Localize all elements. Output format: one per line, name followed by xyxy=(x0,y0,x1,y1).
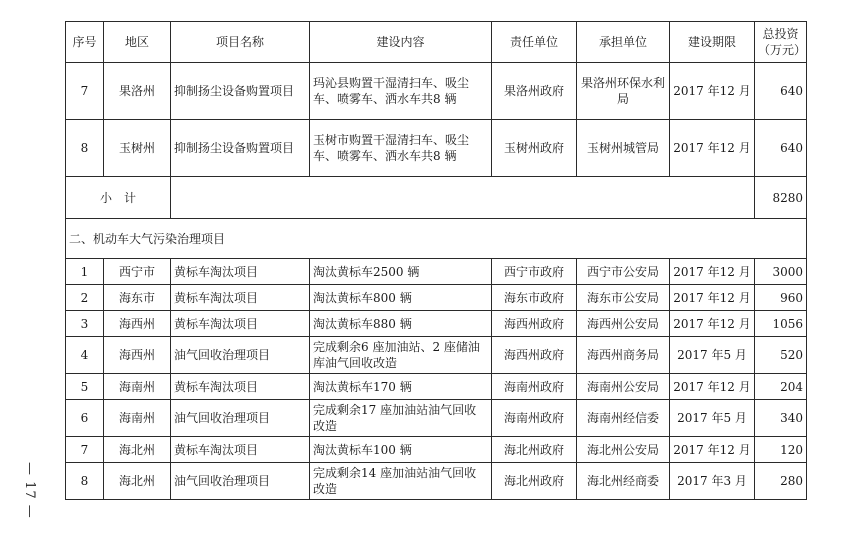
cell-exec: 海北州公安局 xyxy=(577,437,670,463)
table-row xyxy=(66,259,807,285)
cell-resp: 海西州政府 xyxy=(492,337,577,374)
cell-content: 淘汰黄标车2500 辆 xyxy=(310,259,492,285)
cell-no: 5 xyxy=(66,374,104,400)
cell-invest: 1056 xyxy=(755,311,807,337)
cell-period: 2017 年12 月 xyxy=(670,311,755,337)
table-row xyxy=(66,374,807,400)
cell-no: 1 xyxy=(66,259,104,285)
cell-period: 2017 年12 月 xyxy=(670,374,755,400)
cell-region: 海南州 xyxy=(104,400,171,437)
cell-period: 2017 年12 月 xyxy=(670,259,755,285)
cell-exec: 玉树州城管局 xyxy=(577,120,670,177)
cell-content: 淘汰黄标车800 辆 xyxy=(310,285,492,311)
cell-resp: 海北州政府 xyxy=(492,463,577,500)
cell-invest: 640 xyxy=(755,63,807,120)
cell-no: 6 xyxy=(66,400,104,437)
cell-period: 2017 年3 月 xyxy=(670,463,755,500)
table-row xyxy=(66,337,807,374)
subtotal-label: 小 计 xyxy=(66,177,171,219)
page-number: — 17 — xyxy=(22,462,37,519)
cell-invest: 960 xyxy=(755,285,807,311)
cell-exec: 海北州经商委 xyxy=(577,463,670,500)
table-row xyxy=(66,285,807,311)
cell-no: 8 xyxy=(66,120,104,177)
cell-no: 3 xyxy=(66,311,104,337)
cell-name: 抑制扬尘设备购置项目 xyxy=(171,63,310,120)
section-row xyxy=(66,219,807,259)
cell-resp: 西宁市政府 xyxy=(492,259,577,285)
cell-exec: 海南州经信委 xyxy=(577,400,670,437)
cell-region: 果洛州 xyxy=(104,63,171,120)
cell-exec: 海南州公安局 xyxy=(577,374,670,400)
cell-no: 4 xyxy=(66,337,104,374)
cell-name: 黄标车淘汰项目 xyxy=(171,259,310,285)
cell-resp: 海南州政府 xyxy=(492,400,577,437)
cell-invest: 120 xyxy=(755,437,807,463)
cell-no: 7 xyxy=(66,437,104,463)
cell-content: 淘汰黄标车100 辆 xyxy=(310,437,492,463)
header-cell-region: 地区 xyxy=(104,22,171,63)
header-cell-no: 序号 xyxy=(66,22,104,63)
cell-name: 油气回收治理项目 xyxy=(171,337,310,374)
cell-exec: 海东市公安局 xyxy=(577,285,670,311)
section-title: 二、机动车大气污染治理项目 xyxy=(66,219,807,259)
header-row xyxy=(66,22,807,63)
cell-period: 2017 年5 月 xyxy=(670,337,755,374)
cell-content: 完成剩余14 座加油站油气回收改造 xyxy=(310,463,492,500)
cell-period: 2017 年12 月 xyxy=(670,120,755,177)
cell-content: 玛沁县购置干湿清扫车、吸尘车、喷雾车、洒水车共8 辆 xyxy=(310,63,492,120)
header-cell-exec: 承担单位 xyxy=(577,22,670,63)
cell-period: 2017 年12 月 xyxy=(670,63,755,120)
cell-invest: 280 xyxy=(755,463,807,500)
cell-name: 黄标车淘汰项目 xyxy=(171,437,310,463)
table-row xyxy=(66,311,807,337)
header-cell-name: 项目名称 xyxy=(171,22,310,63)
cell-region: 海西州 xyxy=(104,337,171,374)
subtotal-row xyxy=(66,177,807,219)
cell-invest: 520 xyxy=(755,337,807,374)
cell-content: 淘汰黄标车880 辆 xyxy=(310,311,492,337)
investment-table xyxy=(65,21,807,500)
cell-no: 7 xyxy=(66,63,104,120)
cell-region: 海北州 xyxy=(104,437,171,463)
cell-period: 2017 年12 月 xyxy=(670,437,755,463)
cell-region: 海北州 xyxy=(104,463,171,500)
cell-resp: 海南州政府 xyxy=(492,374,577,400)
cell-resp: 海东市政府 xyxy=(492,285,577,311)
cell-region: 海南州 xyxy=(104,374,171,400)
cell-content: 完成剩余17 座加油站油气回收改造 xyxy=(310,400,492,437)
cell-name: 黄标车淘汰项目 xyxy=(171,374,310,400)
cell-resp: 海西州政府 xyxy=(492,311,577,337)
cell-name: 油气回收治理项目 xyxy=(171,400,310,437)
cell-region: 海东市 xyxy=(104,285,171,311)
cell-exec: 果洛州环保水利局 xyxy=(577,63,670,120)
cell-region: 西宁市 xyxy=(104,259,171,285)
subtotal-empty-cell xyxy=(171,177,755,219)
cell-invest: 3000 xyxy=(755,259,807,285)
table-row xyxy=(66,463,807,500)
table-row xyxy=(66,63,807,120)
cell-content: 玉树市购置干湿清扫车、吸尘车、喷雾车、洒水车共8 辆 xyxy=(310,120,492,177)
cell-resp: 海北州政府 xyxy=(492,437,577,463)
cell-no: 2 xyxy=(66,285,104,311)
table-row xyxy=(66,437,807,463)
cell-name: 油气回收治理项目 xyxy=(171,463,310,500)
cell-region: 玉树州 xyxy=(104,120,171,177)
cell-period: 2017 年12 月 xyxy=(670,285,755,311)
cell-exec: 西宁市公安局 xyxy=(577,259,670,285)
header-cell-period: 建设期限 xyxy=(670,22,755,63)
cell-region: 海西州 xyxy=(104,311,171,337)
cell-resp: 果洛州政府 xyxy=(492,63,577,120)
cell-name: 黄标车淘汰项目 xyxy=(171,311,310,337)
cell-exec: 海西州商务局 xyxy=(577,337,670,374)
cell-invest: 204 xyxy=(755,374,807,400)
header-cell-resp: 责任单位 xyxy=(492,22,577,63)
cell-invest: 640 xyxy=(755,120,807,177)
cell-invest: 340 xyxy=(755,400,807,437)
cell-resp: 玉树州政府 xyxy=(492,120,577,177)
table-row xyxy=(66,120,807,177)
subtotal-value: 8280 xyxy=(755,177,807,219)
cell-name: 抑制扬尘设备购置项目 xyxy=(171,120,310,177)
cell-content: 淘汰黄标车170 辆 xyxy=(310,374,492,400)
header-cell-content: 建设内容 xyxy=(310,22,492,63)
cell-no: 8 xyxy=(66,463,104,500)
cell-name: 黄标车淘汰项目 xyxy=(171,285,310,311)
header-cell-invest: 总投资 （万元） xyxy=(755,22,807,63)
cell-exec: 海西州公安局 xyxy=(577,311,670,337)
table-row xyxy=(66,400,807,437)
cell-content: 完成剩余6 座加油站、2 座储油库油气回收改造 xyxy=(310,337,492,374)
cell-period: 2017 年5 月 xyxy=(670,400,755,437)
